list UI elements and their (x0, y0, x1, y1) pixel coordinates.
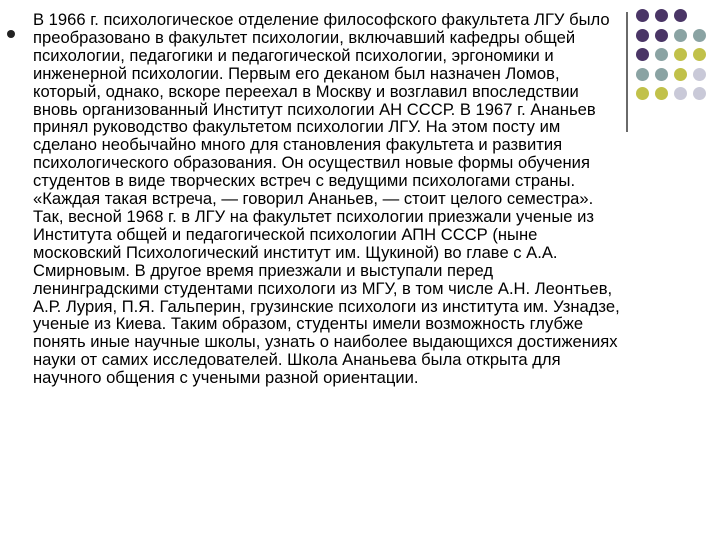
decorative-dot (655, 87, 668, 100)
decorative-dot (674, 9, 687, 22)
decorative-dot (636, 9, 649, 22)
decorative-dot (655, 9, 668, 22)
decorative-dot (636, 29, 649, 42)
decorative-dot (693, 68, 706, 81)
decorative-dot (636, 68, 649, 81)
decorative-dot (674, 68, 687, 81)
body-paragraph: В 1966 г. психологическое отделение философского факультета ЛГУ было преобразовано в факультет психологии, включавший кафедры общей психологии, педагогики и педагогической психологии, эргономики и инженерной психологии. Первым его деканом был назначен Ломов, который, однако, вскоре переехал в Москву и возглавил впоследствии вновь организованный Институт психологии АН СССР. В 1967 г. Ананьев принял руководство факультетом психологии ЛГУ. На этом посту им сделано необычайно много для становления факультета и развития психологического образования. Он осуществил новые формы обучения студентов в виде творческих встреч с ведущими психологами страны. «Каждая такая встреча, — говорил Ананьев, — стоит целого семестра». Так, весной 1968 г. в ЛГУ на факультет психологии приезжали ученые из Института общей и педагогической психологии АПН СССР (ныне московский Психологический институт им. Щукиной) во главе с А.А. Смирновым. В другое время приезжали и выступали перед ленинградскими студентами психологи из МГУ, в том числе А.Н. Леонтьев, А.Р. Лурия, П.Я. Гальперин, грузинские психологи из института им. Узнадзе, ученые из Киева. Таким образом, студенты имели возможность глубже понять иные научные школы, узнать о наиболее выдающихся достижениях науки от самих исследователей. Школа Ананьева была открыта для научного общения с учеными разной ориентации. (33, 10, 620, 388)
decorative-dot (655, 68, 668, 81)
decorative-dot (636, 48, 649, 61)
decorative-dot (655, 29, 668, 42)
decorative-dot (674, 87, 687, 100)
vertical-divider (626, 12, 628, 132)
decorative-dot (655, 48, 668, 61)
decorative-dot (636, 87, 649, 100)
bullet-point-icon (7, 30, 15, 38)
decorative-dot (693, 29, 706, 42)
decorative-dot (693, 48, 706, 61)
decorative-dot (693, 87, 706, 100)
decorative-dot-grid (636, 9, 716, 119)
decorative-dot (674, 29, 687, 42)
decorative-dot (674, 48, 687, 61)
